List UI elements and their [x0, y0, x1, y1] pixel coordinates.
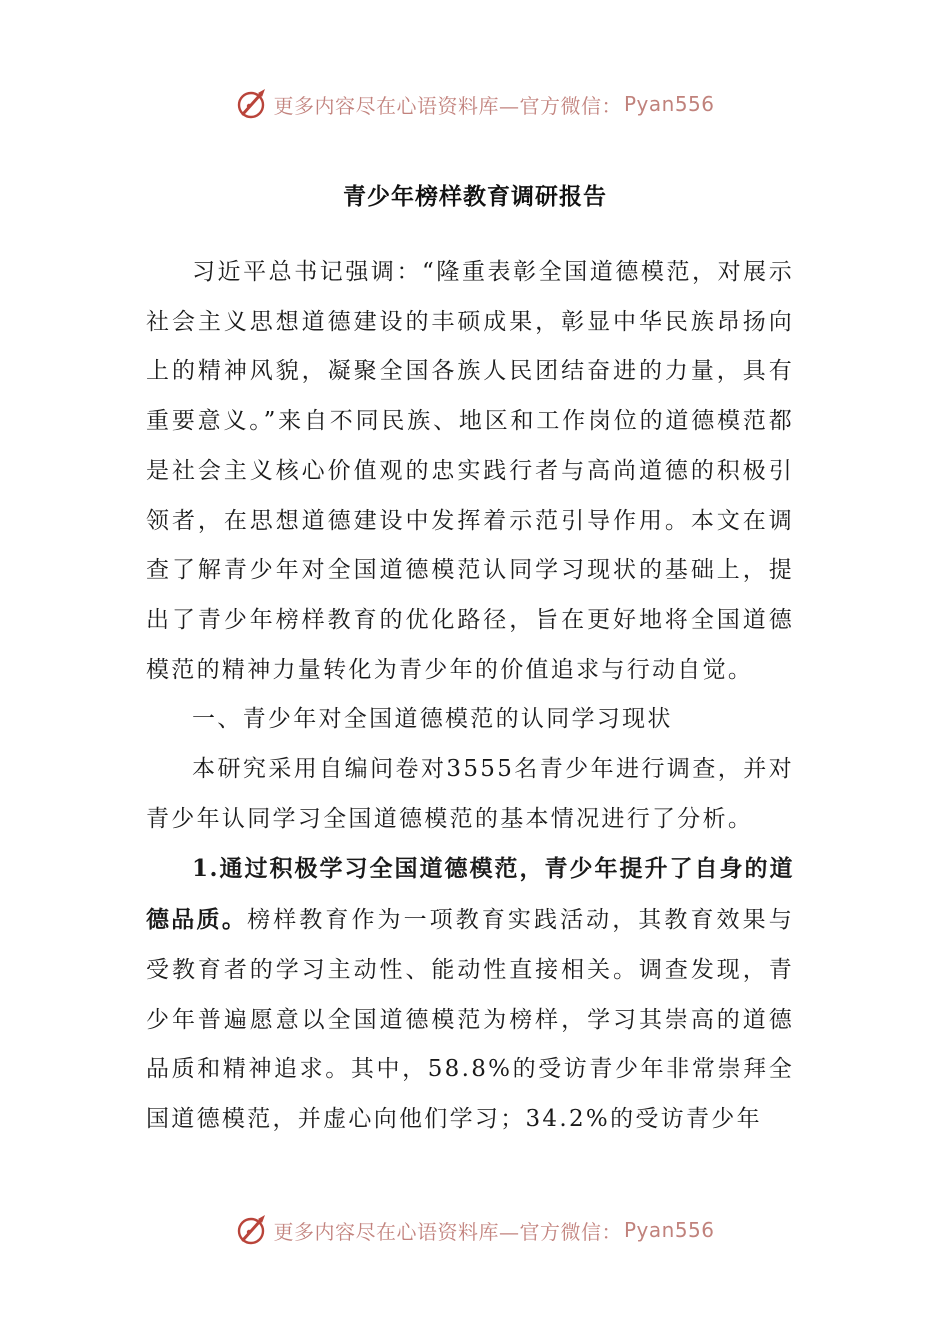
finding-heading: 1.通过积极学习全国道德模范，青少年提升了自身的道德品质。: [146, 855, 794, 934]
section-heading: 一、青少年对全国道德模范的认同学习现状: [192, 706, 673, 733]
watermark-text: 更多内容尽在心语资料库—官方微信：: [273, 93, 622, 118]
finding-paragraph: [146, 844, 794, 1144]
watermark-text: 更多内容尽在心语资料库—官方微信：: [273, 1219, 622, 1244]
footer-watermark: [0, 1208, 950, 1252]
intro-paragraph: 习近平总书记强调：“隆重表彰全国道德模范，对展示社会主义思想道德建设的丰硕成果，彰显中华民族昂扬向上的精神风貌，凝聚全国各族人民团结奋进的力量，具有重要意义。”来自不同民族、地区和工作岗位的道德模范都是社会主义核心价值观的忠实践行者与高尚道德的积极引领者，在思想道德建设中发挥着示范引导作用。本文在调查了解青少年对全国道德模范认同学习现状的基础上，提出了青少年榜样教育的优化路径，旨在更好地将全国道德模范的精神力量转化为青少年的价值追求与行动自觉。: [146, 259, 794, 683]
header-watermark: [0, 82, 950, 126]
finding-text: 榜样教育作为一项教育实践活动，其教育效果与受教育者的学习主动性、能动性直接相关。调查发现，青少年普遍愿意以全国道德模范为榜样，学习其崇高的道德品质和精神追求。其中，58.8%的受访青少年非常崇拜全国道德模范，并虚心向他们学习；34.2%的受访青少年: [146, 907, 794, 1132]
document-body: [146, 248, 794, 1145]
document-title: 青少年榜样教育调研报告: [343, 183, 607, 210]
pen-logo-icon: [235, 87, 269, 121]
pen-logo-icon: [235, 1213, 269, 1247]
watermark-wechat-id: Pyan556: [623, 92, 715, 116]
method-paragraph: 本研究采用自编问卷对3555名青少年进行调查，并对青少年认同学习全国道德模范的基本情况进行了分析。: [146, 756, 794, 832]
watermark-wechat-id: Pyan556: [623, 1218, 715, 1242]
